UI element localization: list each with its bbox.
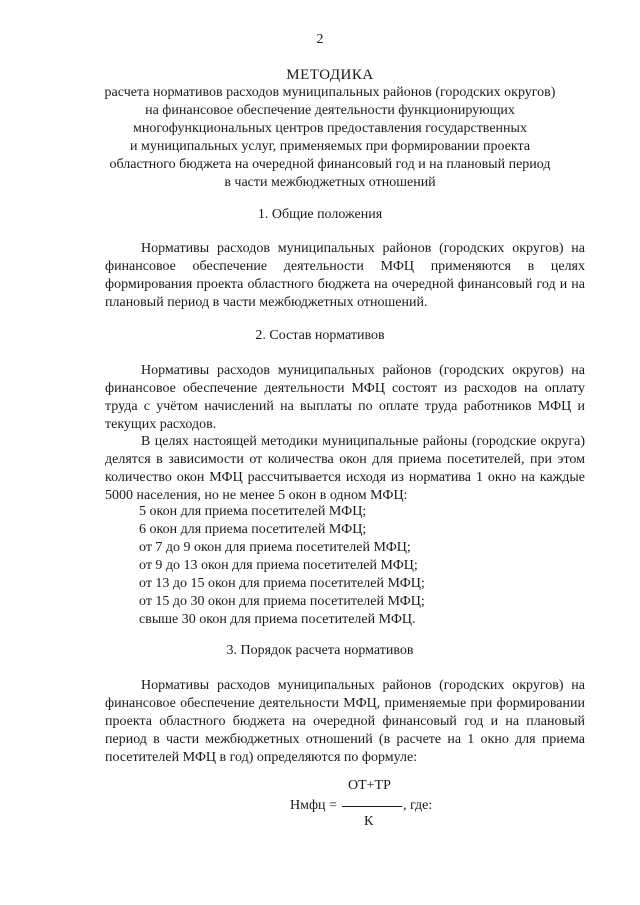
- formula-denominator: К: [364, 814, 374, 829]
- section-heading-composition: 2. Состав нормативов: [255, 328, 385, 343]
- formula-tail: , где:: [403, 798, 433, 813]
- page-number: 2: [316, 32, 324, 47]
- windows-category-list: [139, 503, 579, 629]
- title-line: расчета нормативов расходов муниципальных районов (городских округов): [104, 85, 556, 100]
- title-line: на финансовое обеспечение деятельности функционирующих: [145, 103, 515, 118]
- list-item: 6 окон для приема посетителей МФЦ;: [139, 522, 367, 537]
- section-heading-calculation: 3. Порядок расчета нормативов: [226, 643, 414, 658]
- title-line: в части межбюджетных отношений: [224, 175, 436, 190]
- title-line: и муниципальных услуг, применяемых при формировании проекта: [129, 139, 531, 154]
- formula-numerator: ОТ+ТР: [348, 778, 391, 793]
- title-line: многофункциональных центров предоставления государственных: [133, 121, 527, 136]
- list-item: от 9 до 13 окон для приема посетителей МФЦ;: [139, 558, 418, 573]
- list-item: 5 окон для приема посетителей МФЦ;: [139, 504, 367, 519]
- list-item: от 13 до 15 окон для приема посетителей МФЦ;: [139, 576, 425, 591]
- list-item: свыше 30 окон для приема посетителей МФЦ.: [139, 612, 416, 627]
- list-item: от 7 до 9 окон для приема посетителей МФЦ;: [139, 540, 411, 555]
- paragraph: Нормативы расходов муниципальных районов (городских округов) на финансовое обеспечение деятельности МФЦ состоят из расходов на оплату труда с учётом начислений на выплаты по оплате труда работников МФЦ и текущих расходов.: [105, 363, 585, 432]
- paragraph: В целях настоящей методики муниципальные районы (городские округа) делятся в зависимости от количества окон для приема посетителей, при этом количество окон МФЦ рассчитывается исходя из норматива 1 окно на каждые 5000 населения, но не менее 5 окон в одном МФЦ:: [105, 434, 585, 503]
- title-main: МЕТОДИКА: [286, 67, 374, 83]
- paragraph: Нормативы расходов муниципальных районов (городских округов) на финансовое обеспечение деятельности МФЦ применяются в целях формирования проекта областного бюджета на очередной финансовый год и на плановый период в части межбюджетных отношений.: [105, 241, 585, 310]
- formula-lhs: Нмфц =: [290, 798, 337, 813]
- paragraph: Нормативы расходов муниципальных районов (городских округов) на финансовое обеспечение деятельности МФЦ, применяемые при формировании проекта областного бюджета на очередной финансовый год и на плановый период в части межбюджетных отношений (в расчете на 1 окно для приема посетителей МФЦ в год) определяются по формуле:: [105, 678, 585, 765]
- list-item: от 15 до 30 окон для приема посетителей МФЦ;: [139, 594, 425, 609]
- title-line: областного бюджета на очередной финансовый год и на плановый период: [109, 157, 551, 172]
- section-heading-general: 1. Общие положения: [257, 207, 383, 222]
- fraction-bar: [342, 806, 402, 807]
- formula: [290, 778, 490, 828]
- document-title: [80, 66, 580, 192]
